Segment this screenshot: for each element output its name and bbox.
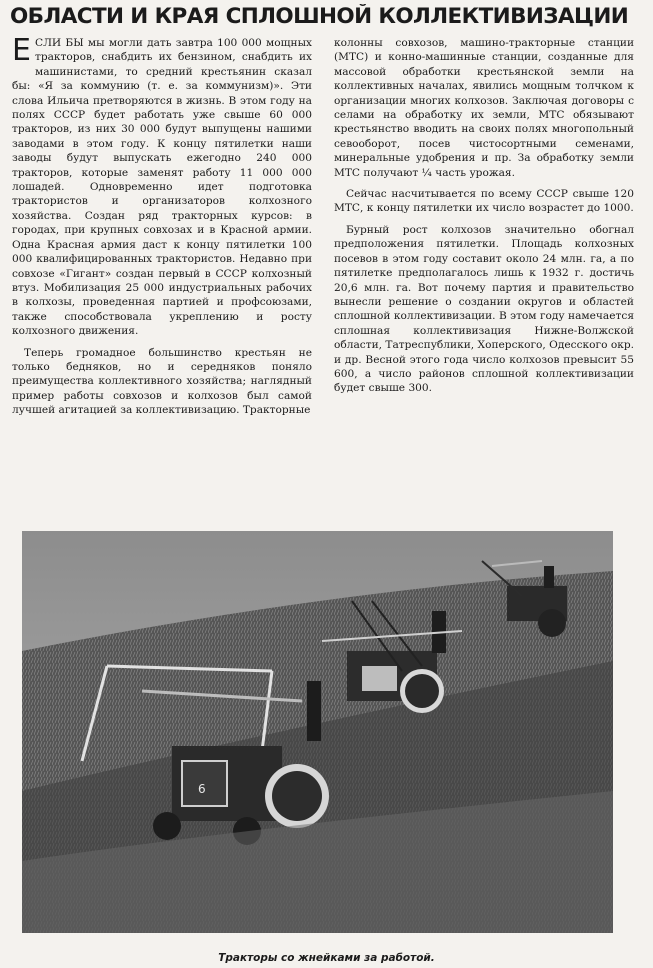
paragraph: Теперь громадное большинство крестьян не только бедняков, но и середняков поняло преимущества коллективного хозяйства; наглядный пример работы совхозов и колхозов был самой лучшей агитацией за коллективизацию. Тракторные [12, 346, 312, 417]
article-headline: ОБЛАСТИ И КРАЯ СПЛОШНОЙ КОЛЛЕКТИВИЗАЦИИ [10, 4, 629, 29]
paragraph [12, 33, 312, 339]
paragraph: Сейчас насчитывается по всему СССР свыше 120 МТС, к концу пятилетки их число возрастет до 1000. [334, 188, 634, 215]
right-text-column [334, 36, 634, 403]
drop-cap: Е [12, 33, 31, 68]
tractor-plate-number: 6 [198, 782, 206, 796]
paragraph-text: СЛИ БЫ мы могли дать завтра 100 000 мощных тракторов, снабдить их бензином, снабдить их машинистами, то средний крестьянин сказал бы: «Я за коммунию (т. е. за коммунизм)». Эти слова Ильича претворяются в жизнь. В этом году на полях СССР будет работать уже свыше 60 000 тракторов, из них 30 000 будут выпущены нашими заводами в этом году. К концу пятилетки наши заводы будут выпускать ежегодно 240 000 тракторов, которые заменят работу 11 000 000 лошадей. Одновременно идет подготовка трактористов и организаторов колхозного хозяйства. Создан ряд тракторных курсов: в городах, при крупных совхозах и в Красной армии. Одна Красная армия даст к концу пятилетки 100 000 квалифицированных трактористов. Недавно при совхозе «Гигант» создан первый в СССР колхозный втуз. Мобилизация 25 000 индустриальных рабочих в колхозы, проведенная партией и профсоюзами, также способствовала укреплению и росту колхозного движения. [12, 37, 312, 338]
paragraph: колонны совхозов, машино-тракторные станции (МТС) и конно-машинные станции, созданные для массовой обработки крестьянской земли на коллективных началах, явились мощным толчком к организации многих колхозов. Заключая договоры с селами на обработку их земли, МТС обязывают крестьянство вводить на своих полях многопольный севооборот, посев чистосортными семенами, минеральные удобрения и пр. За обработку земли МТС получают ¼ часть урожая. [334, 37, 634, 179]
photo-caption: Тракторы со жнейками за работой. [218, 952, 435, 964]
paragraph: Бурный рост колхозов значительно обогнал предположения пятилетки. Площадь колхозных посевов в этом году составит около 24 млн. га, а по пятилетке предполагалось лишь к 1932 г. достичь 20,6 млн. га. Вот почему партия и правительство вынесли решение о создании округов и областей сплошной коллективизации. В этом году намечается сплошная коллективизация Нижне-Волжской области, Татреспублики, Хоперского, Одесского окр. и др. Весной этого года число колхозов превысит 55 600, а число районов сплошной коллективизации будет свыше 300. [334, 223, 634, 395]
tractor-harvest-photo [22, 531, 613, 933]
left-text-column [12, 33, 312, 425]
